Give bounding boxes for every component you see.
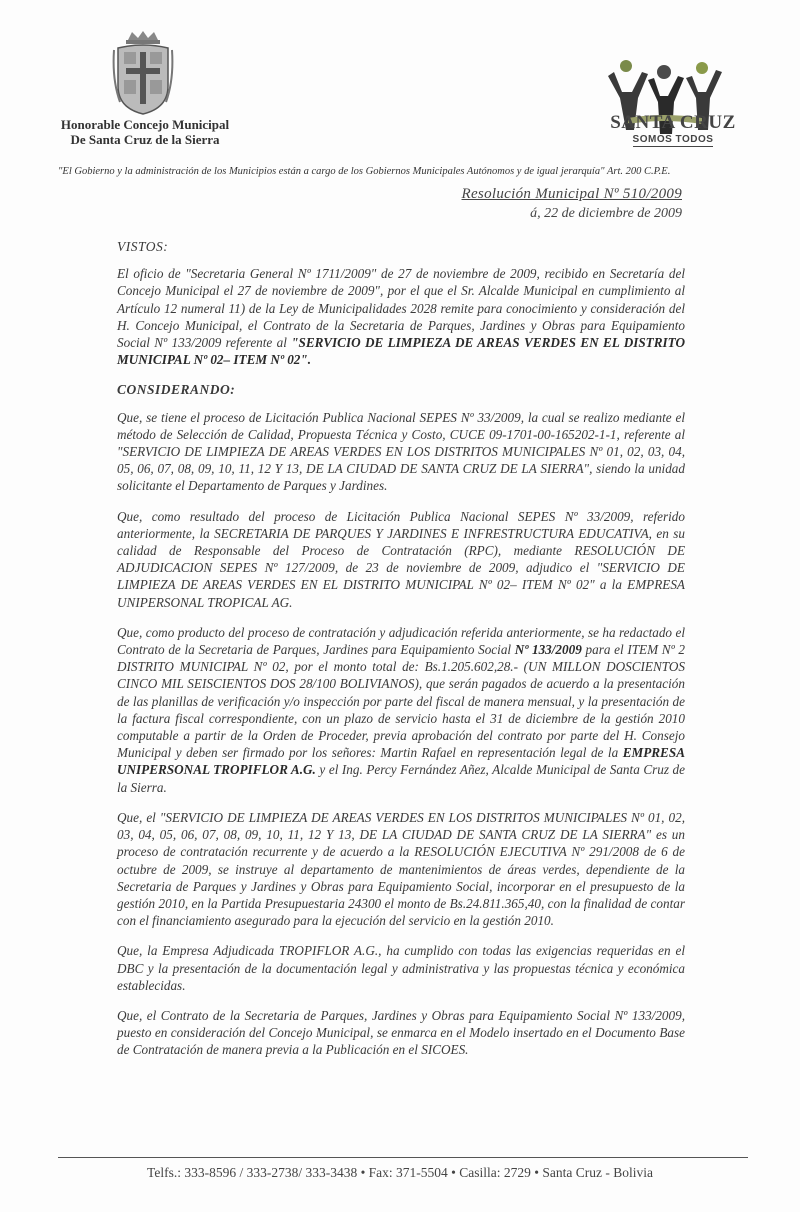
considerando-heading: CONSIDERANDO: <box>117 382 236 398</box>
logo-name: SANTA CRUZ <box>610 112 736 133</box>
p3-contract-number: Nº 133/2009 <box>514 642 582 658</box>
logo-tagline-text: SOMOS TODOS <box>632 134 714 145</box>
considerando-paragraph-2: Que, como resultado del proceso de Licitación Publica Nacional SEPES Nº 33/2009, referido anteriormente, la SECRETARIA DE PARQUES Y JARDINES E INFRESTRUCTURA EDUCATIVA, en su calidad de Responsable del Proceso de Contratación (RPC), mediante RESOLUCIÓN DE ADJUDICACION SEPES Nº 127/2009, de 23 de noviembre de 2009, adjudico el "SERVICIO DE LIMPIEZA DE AREAS VERDES EN EL DISTRITO MUNICIPAL Nº 02– ITEM Nº 02" a la EMPRESA UNIPERSONAL TROPICAL AG. <box>117 508 685 610</box>
constitution-quote: "El Gobierno y la administración de los Municipios están a cargo de los Gobiernos Municipales Autónomos y de igual jerarquía" Art. 200 C.P.E. <box>58 166 671 177</box>
considerando-paragraph-5: Que, la Empresa Adjudicada TROPIFLOR A.G., ha cumplido con todas las exigencias requeridas en el DBC y la presentación de la documentación legal y administrativa y las propuestas técnica y económica establecidas. <box>117 943 685 993</box>
p3-text-d: que serán pagados de acuerdo a la presentación de las planillas de verificación y/o inspección por parte del fiscal de manera mensual, y la presentación de la factura fiscal correspondiente, con un plazo de servicio hasta el 31 de diciembre de la gestión 2010 computable a partir de la Orden de Proceder, previa aprobación del contrato por parte del H. Consejo Municipal y deben ser firmado por los señores: Martin Rafael en representación legal de la <box>117 676 685 761</box>
resolution-title: Resolución Municipal Nº 510/2009 <box>461 186 682 202</box>
considerando-paragraph-6: Que, el Contrato de la Secretaria de Parques, Jardines y Obras para Equipamiento Social Nº 133/2009, puesto en consideración del Concejo Municipal, se enmarca en el Modelo insertado en el Documento Base de Contratación de manera previa a la Publicación en el SICOES. <box>117 1007 685 1058</box>
p3-company-name: EMPRESA UNIPERSONAL TROPIFLOR A.G. <box>117 745 685 778</box>
vistos-text: El oficio de "Secretaria General Nº 1711/2009" de 27 de noviembre de 2009, recibido en Secretaría del Concejo Municipal el 27 de noviembre de 2009", por el que el Sr. Alcalde Municipal en cumplimiento al Artículo 12 numeral 11) de la Ley de Municipalidades 2028 remite para conocimiento y consideración del H. Concejo Municipal, el Contrato de la Secretaria de Parques, Jardines y Obras para Equipamiento Social Nº 133/2009 referente al <box>117 266 685 351</box>
footer-divider <box>58 1157 748 1158</box>
vistos-paragraph <box>117 265 685 368</box>
coat-of-arms-seal <box>112 30 174 116</box>
council-line-2: De Santa Cruz de la Sierra <box>70 132 220 147</box>
p3-text-a: Que, como producto del proceso de contratación y adjudicación referida anteriormente, se ha redactado el Contrato de la Secretaria de Parques, Jardines para Equipamiento Social <box>117 624 685 658</box>
p3-text-c: para el ITEM Nº 2 DISTRITO MUNICIPAL Nº 02, por el monto total de: Bs.1.205.602,28.- (UN MILLON DOSCIENTOS CINCO MIL SEISCIENTOS DOS 28/100 BOLIVIANOS), <box>117 642 685 692</box>
considerando-paragraph-1: Que, se tiene el proceso de Licitación Publica Nacional SEPES Nº 33/2009, la cual se realizo mediante el método de Selección de Calidad, Propuesta Técnica y Costo, CUCE 09-1701-00-165202-1-1, referente al "SERVICIO DE LIMPIEZA DE AREAS VERDES EN LOS DISTRITOS MUNICIPALES Nº 01, 02, 03, 04, 05, 06, 07, 08, 09, 10, 11, 12 Y 13, DE LA CIUDAD DE SANTA CRUZ DE LA SIERRA", siendo la unidad solicitante el Departamento de Parques y Jardines. <box>117 409 685 494</box>
council-line-1: Honorable Concejo Municipal <box>60 117 230 132</box>
logo-tagline <box>598 134 748 145</box>
considerando-paragraph-3 <box>117 624 685 796</box>
considerando-paragraph-4: Que, el "SERVICIO DE LIMPIEZA DE AREAS VERDES EN LOS DISTRITOS MUNICIPALES Nº 01, 02, 03, 04, 05, 06, 07, 08, 09, 10, 11, 12 Y 13, DE LA CIUDAD DE SANTA CRUZ DE LA SIERRA" es un proceso de contratación recurrente y de acuerdo a la RESOLUCIÓN EJECUTIVA Nº 291/2008 de 6 de octubre de 2009, se instruye al departamento de mantenimientos de áreas verdes, dependiente de la Secretaria de Parques y Jardines y Obras para Equipamiento Social, incorporar en el presupuesto de la gestión 2010, en la Partida Presupuestaria 24300 el monto de Bs.24.811.365,40, con la finalidad de contar con el financiamiento asegurado para la ejecución del servicio en la gestión 2010. <box>117 809 685 929</box>
resolution-date: á, 22 de diciembre de 2009 <box>530 206 682 221</box>
resolution-body <box>117 232 685 1072</box>
council-name <box>40 117 250 147</box>
p3-text-f: y el Ing. Percy Fernández Añez, Alcalde Municipal de Santa Cruz de la Sierra. <box>117 762 686 795</box>
vistos-service-title: "SERVICIO DE LIMPIEZA DE AREAS VERDES EN EL DISTRITO MUNICIPAL Nº 02– ITEM Nº 02". <box>117 335 686 368</box>
footer-contact: Telfs.: 333-8596 / 333-2738/ 333-3438 • Fax: 371-5504 • Casilla: 2729 • Santa Cruz - Bolivia <box>147 1165 653 1180</box>
vistos-heading: VISTOS: <box>117 239 169 254</box>
